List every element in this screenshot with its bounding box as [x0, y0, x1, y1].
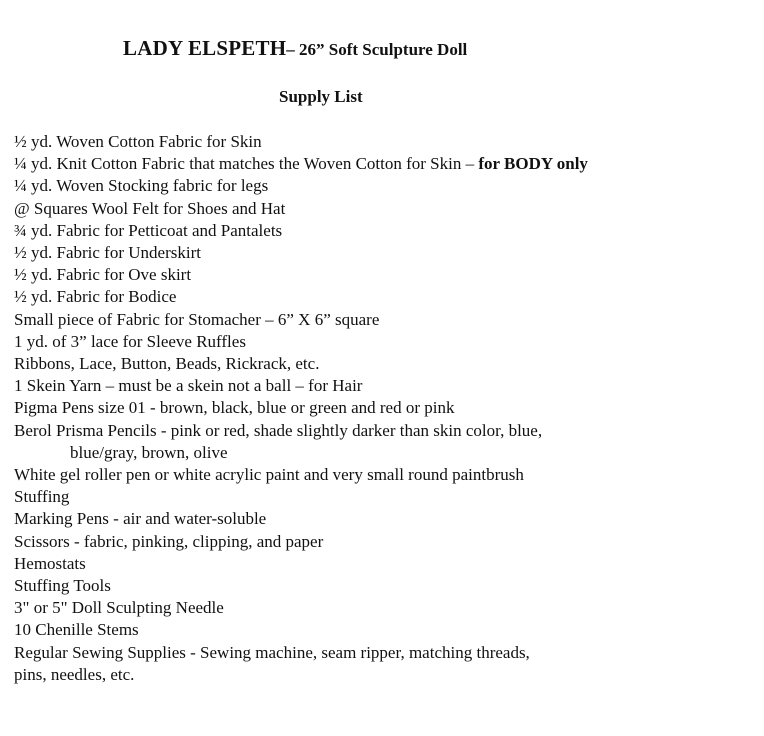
- supply-item-text: Regular Sewing Supplies - Sewing machine, seam ripper, matching threads,: [14, 642, 530, 662]
- supply-item: [14, 242, 754, 264]
- supply-item-text: White gel roller pen or white acrylic paint and very small round paintbrush: [14, 465, 524, 485]
- supply-item-continuation: blue/gray, brown, olive: [70, 442, 228, 462]
- supply-item-text: ¾ yd. Fabric for Petticoat and Pantalets: [14, 220, 283, 240]
- supply-item-text: @ Squares Wool Felt for Shoes and Hat: [14, 198, 286, 218]
- supply-item-text: Stuffing: [14, 487, 70, 507]
- document-title: [123, 36, 467, 61]
- supply-item: [14, 575, 754, 597]
- supply-item: [14, 331, 754, 353]
- supply-item-text: Pigma Pens size 01 - brown, black, blue or green and red or pink: [14, 398, 455, 418]
- supply-item: [14, 508, 754, 530]
- supply-item-text: ¼ yd. Knit Cotton Fabric that matches the Woven Cotton for Skin –: [14, 154, 479, 174]
- supply-item-emphasis: for BODY only: [478, 154, 588, 174]
- supply-item: [14, 198, 754, 220]
- supply-item-text: ¼ yd. Woven Stocking fabric for legs: [14, 176, 269, 196]
- supply-item: [14, 375, 754, 397]
- supply-list-heading: Supply List: [279, 87, 363, 106]
- supply-item: [14, 464, 754, 486]
- supply-item-text: 3" or 5" Doll Sculpting Needle: [14, 598, 224, 618]
- supply-item-text: Stuffing Tools: [14, 576, 111, 596]
- doll-description: – 26” Soft Sculpture Doll: [286, 40, 468, 59]
- supply-item: [14, 153, 754, 175]
- supply-item-text: 10 Chenille Stems: [14, 620, 139, 640]
- supply-item-text: ½ yd. Fabric for Bodice: [14, 287, 177, 307]
- supply-item: [14, 553, 754, 575]
- doll-name: LADY ELSPETH: [123, 36, 287, 60]
- supply-item: [14, 353, 754, 375]
- supply-item-text: ½ yd. Woven Cotton Fabric for Skin: [14, 132, 262, 151]
- supply-item: [14, 531, 754, 553]
- supply-item: [14, 131, 754, 153]
- supply-item-text: pins, needles, etc.: [14, 664, 135, 684]
- supply-item: [14, 420, 754, 464]
- supply-item-text: ½ yd. Fabric for Ove skirt: [14, 265, 192, 285]
- supply-item: [14, 264, 754, 286]
- supply-item: [14, 286, 754, 308]
- supply-item-text: 1 yd. of 3” lace for Sleeve Ruffles: [14, 331, 246, 351]
- supply-item: [14, 664, 754, 686]
- supply-item: [14, 642, 754, 664]
- supply-item-text: Ribbons, Lace, Button, Beads, Rickrack, etc.: [14, 354, 320, 374]
- supply-item-text: 1 Skein Yarn – must be a skein not a ball – for Hair: [14, 376, 363, 396]
- supply-item-text: Marking Pens - air and water-soluble: [14, 509, 267, 529]
- supply-item: [14, 175, 754, 197]
- supply-item: [14, 397, 754, 419]
- supply-item-text: Berol Prisma Pencils - pink or red, shade slightly darker than skin color, blue,: [14, 420, 543, 440]
- supply-item-text: Small piece of Fabric for Stomacher – 6” X 6” square: [14, 309, 380, 329]
- supply-item: [14, 597, 754, 619]
- supply-item-text: Scissors - fabric, pinking, clipping, and paper: [14, 531, 324, 551]
- supply-item: [14, 486, 754, 508]
- supply-item-text: ½ yd. Fabric for Underskirt: [14, 243, 201, 263]
- supply-item: [14, 309, 754, 331]
- supply-item-text: Hemostats: [14, 553, 86, 573]
- supply-list: [14, 131, 754, 686]
- supply-item: [14, 619, 754, 641]
- supply-item: [14, 220, 754, 242]
